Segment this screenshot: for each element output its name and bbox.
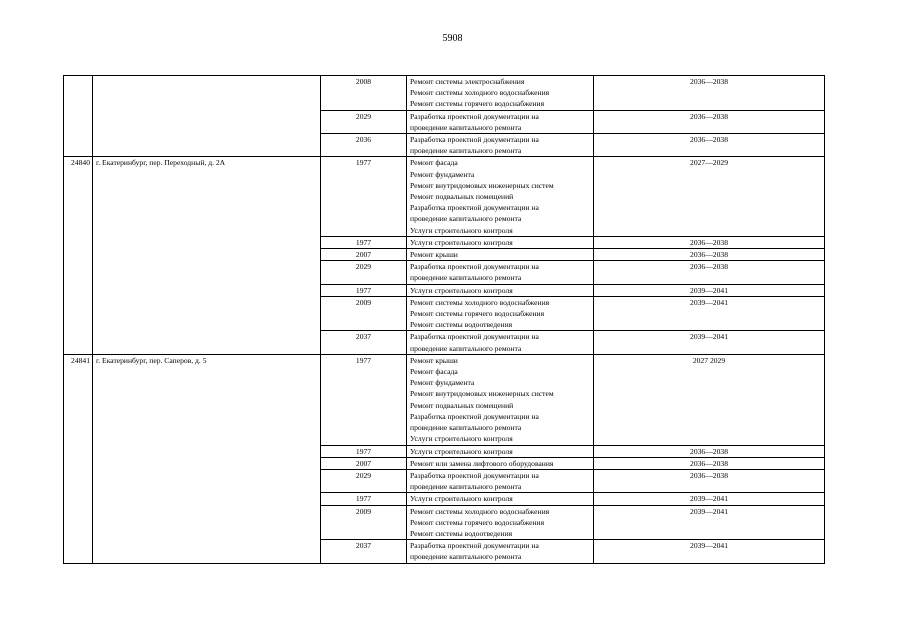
work-item: Разработка проектной документации на: [410, 470, 539, 480]
work-item: Разработка проектной документации на: [410, 411, 539, 421]
work-item: Ремонт системы горячего водоснабжения: [410, 309, 545, 319]
work-item: Ремонт системы водоотведения: [410, 528, 513, 538]
object-number: [64, 76, 93, 157]
table-row: [64, 76, 825, 111]
year-cell: 2036: [321, 134, 407, 157]
work-item: Услуги строительного контроля: [410, 237, 513, 247]
work-item: Ремонт фасада: [410, 158, 458, 168]
works-cell: [407, 284, 594, 296]
period-cell: 2036—2038: [594, 236, 825, 248]
work-item: Ремонт фундамента: [410, 169, 475, 179]
work-item: Ремонт системы электроснабжения: [410, 77, 525, 86]
year-cell: 2007: [321, 457, 407, 469]
work-item: Ремонт фундамента: [410, 378, 475, 388]
year-cell: 1977: [321, 445, 407, 457]
works-cell: [407, 540, 594, 563]
object-address: [93, 76, 321, 157]
period-cell: 2036—2038: [594, 445, 825, 457]
year-cell: 2037: [321, 331, 407, 354]
table-row: [64, 157, 825, 236]
work-item: Разработка проектной документации на: [410, 262, 539, 272]
work-item: Услуги строительного контроля: [410, 285, 513, 295]
work-item: Ремонт подвальных помещений: [410, 192, 514, 202]
year-cell: 2008: [321, 76, 407, 111]
period-cell: 2027—2029: [594, 157, 825, 236]
period-cell: 2036—2038: [594, 261, 825, 284]
works-cell: [407, 134, 594, 157]
object-address: г. Екатеринбург, пер. Переходный, д. 2А: [93, 157, 321, 354]
works-cell: [407, 261, 594, 284]
work-item: проведение капитального ремонта: [410, 343, 522, 353]
work-item: проведение капитального ремонта: [410, 214, 522, 224]
work-item: Ремонт подвальных помещений: [410, 400, 514, 410]
works-cell: [407, 445, 594, 457]
work-item: Ремонт системы холодного водоснабжения: [410, 88, 550, 98]
period-cell: 2039—2041: [594, 331, 825, 354]
period-cell: 2039—2041: [594, 284, 825, 296]
work-item: Услуги строительного контроля: [410, 446, 513, 456]
works-cell: [407, 469, 594, 492]
object-number: 24841: [64, 354, 93, 563]
works-cell: [407, 493, 594, 505]
year-cell: 1977: [321, 284, 407, 296]
year-cell: 2029: [321, 110, 407, 133]
year-cell: 1977: [321, 493, 407, 505]
work-item: Ремонт крыши: [410, 355, 458, 365]
works-cell: [407, 249, 594, 261]
period-cell: 2039—2041: [594, 505, 825, 540]
repair-schedule-table: [63, 75, 825, 564]
work-item: Разработка проектной документации на: [410, 203, 539, 213]
period-cell: 2036—2038: [594, 469, 825, 492]
year-cell: 1977: [321, 236, 407, 248]
work-item: проведение капитального ремонта: [410, 423, 522, 433]
work-item: Услуги строительного контроля: [410, 434, 513, 444]
work-item: Разработка проектной документации на: [410, 111, 539, 121]
works-cell: [407, 505, 594, 540]
year-cell: 2009: [321, 505, 407, 540]
works-cell: [407, 354, 594, 445]
table-row: [64, 354, 825, 445]
work-item: Ремонт или замена лифтового оборудования: [410, 458, 554, 468]
page-number: 5908: [442, 33, 463, 44]
year-cell: 1977: [321, 157, 407, 236]
work-item: Ремонт внутридомовых инженерных систем: [410, 389, 554, 399]
work-item: проведение капитального ремонта: [410, 122, 522, 132]
work-item: Разработка проектной документации на: [410, 135, 539, 145]
period-cell: 2027 2029: [594, 354, 825, 445]
work-item: Разработка проектной документации на: [410, 332, 539, 342]
works-cell: [407, 76, 594, 111]
work-item: Ремонт системы холодного водоснабжения: [410, 297, 550, 307]
period-cell: 2039—2041: [594, 296, 825, 331]
work-item: Ремонт внутридомовых инженерных систем: [410, 180, 554, 190]
year-cell: 2007: [321, 249, 407, 261]
year-cell: 2029: [321, 261, 407, 284]
works-cell: [407, 296, 594, 331]
object-address: г. Екатеринбург, пер. Саперов, д. 5: [93, 354, 321, 563]
work-item: проведение капитального ремонта: [410, 273, 522, 283]
works-cell: [407, 331, 594, 354]
works-cell: [407, 110, 594, 133]
works-cell: [407, 236, 594, 248]
period-cell: 2036—2038: [594, 134, 825, 157]
period-cell: 2036—2038: [594, 249, 825, 261]
period-cell: 2036—2038: [594, 457, 825, 469]
period-cell: 2036—2038: [594, 76, 825, 111]
work-item: проведение капитального ремонта: [410, 146, 522, 156]
works-cell: [407, 157, 594, 236]
year-cell: 2029: [321, 469, 407, 492]
period-cell: 2039—2041: [594, 493, 825, 505]
year-cell: 2009: [321, 296, 407, 331]
period-cell: 2039—2041: [594, 540, 825, 563]
year-cell: 1977: [321, 354, 407, 445]
work-item: Ремонт системы водоотведения: [410, 320, 513, 330]
work-item: Ремонт системы горячего водоснабжения: [410, 99, 545, 109]
object-number: 24840: [64, 157, 93, 354]
work-item: проведение капитального ремонта: [410, 482, 522, 492]
work-item: Ремонт фасада: [410, 367, 458, 377]
work-item: Услуги строительного контроля: [410, 225, 513, 235]
year-cell: 2037: [321, 540, 407, 563]
table-body: [64, 76, 825, 564]
work-item: проведение капитального ремонта: [410, 552, 522, 562]
works-cell: [407, 457, 594, 469]
work-item: Ремонт системы горячего водоснабжения: [410, 517, 545, 527]
work-item: Ремонт крыши: [410, 250, 458, 260]
work-item: Ремонт системы холодного водоснабжения: [410, 506, 550, 516]
work-item: Разработка проектной документации на: [410, 541, 539, 551]
period-cell: 2036—2038: [594, 110, 825, 133]
work-item: Услуги строительного контроля: [410, 494, 513, 504]
